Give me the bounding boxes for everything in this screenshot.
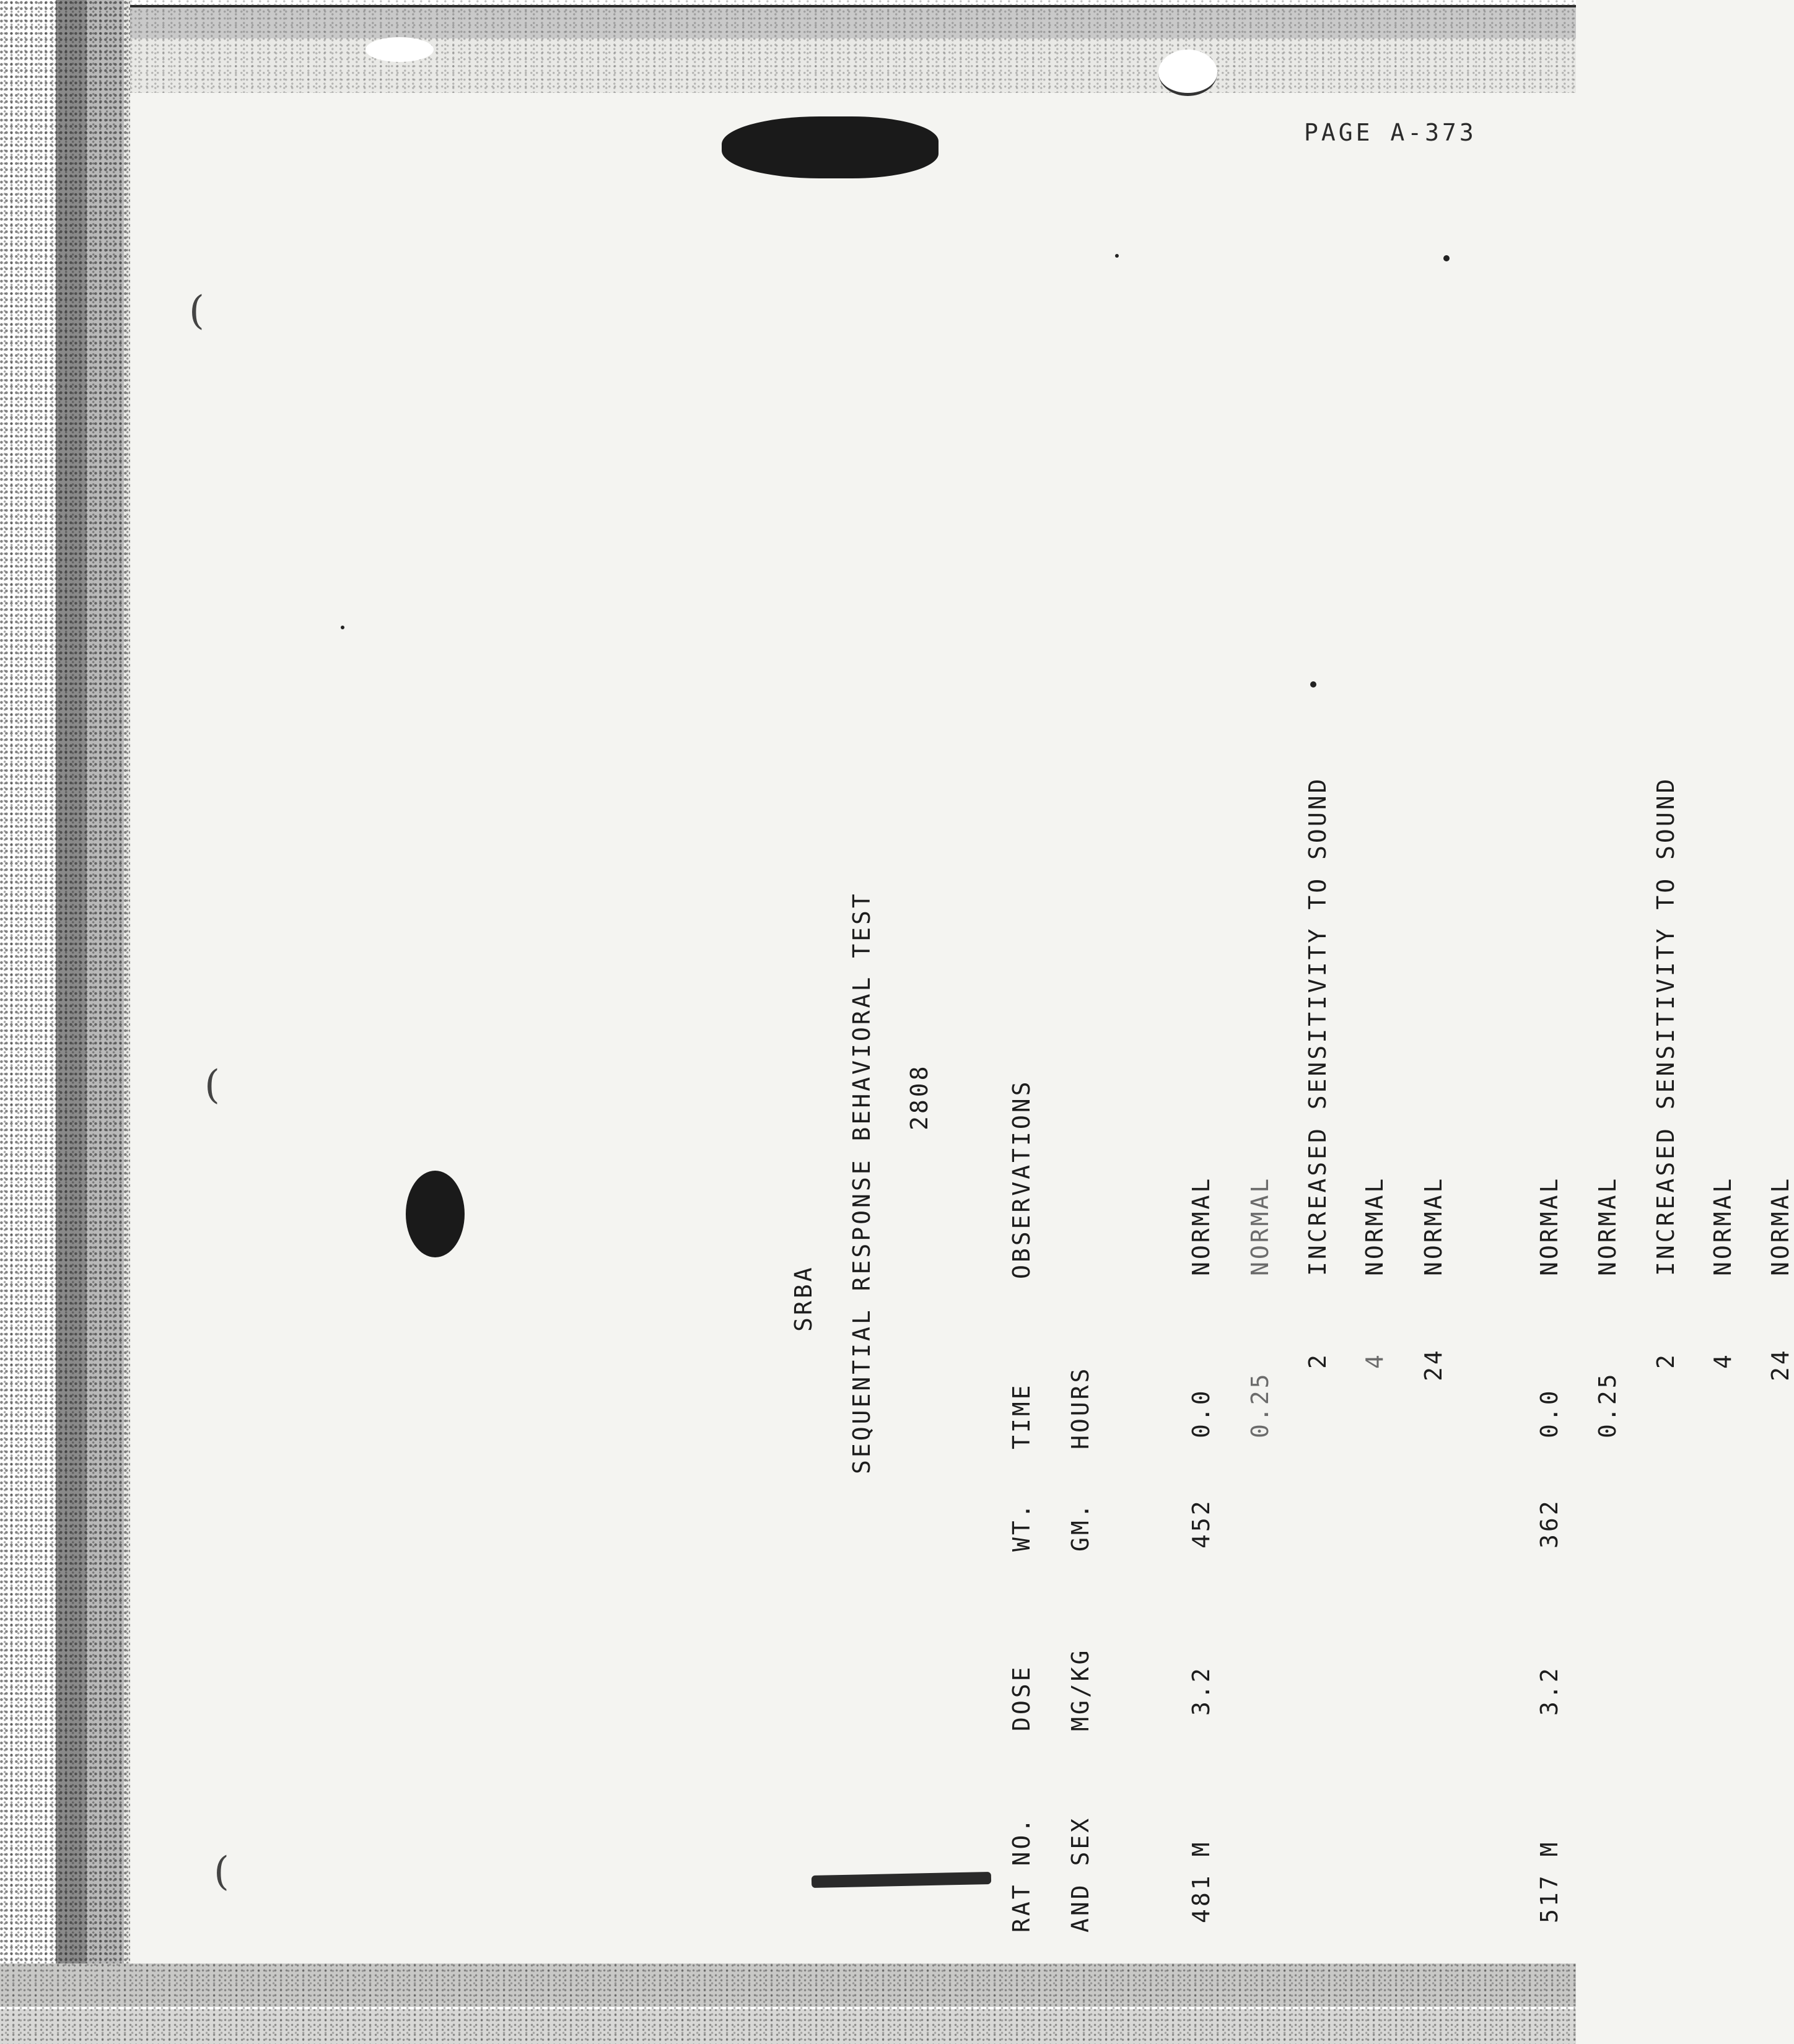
col-time-line1: TIME — [1008, 1382, 1035, 1449]
col-wt-line2: GM. — [1067, 1501, 1094, 1552]
scan-border-left — [0, 0, 130, 2044]
weight-value: 452 — [1188, 1498, 1215, 1548]
col-wt-line1: WT. — [1008, 1501, 1035, 1552]
time-value: 4 — [1361, 1352, 1388, 1369]
redaction-mark — [406, 1171, 465, 1257]
time-value: 4 — [1709, 1352, 1736, 1369]
observation-text: NORMAL — [1420, 1176, 1447, 1276]
time-value: 0.0 — [1188, 1388, 1215, 1438]
col-rat-line1: RAT NO. — [1008, 1815, 1035, 1933]
time-value: 2 — [1304, 1352, 1331, 1369]
observation-text: NORMAL — [1188, 1176, 1215, 1276]
col-dose-line2: MG/KG — [1067, 1648, 1094, 1731]
binder-mark: ( — [214, 1849, 229, 1895]
punch-hole — [1158, 50, 1217, 96]
col-dose-line1: DOSE — [1008, 1664, 1035, 1731]
report-code: SRBA — [790, 1265, 817, 1332]
redaction-mark — [722, 116, 939, 178]
observation-text: NORMAL — [1536, 1176, 1563, 1276]
study-number: 2808 — [906, 1063, 933, 1130]
rat-id: 517 M — [1536, 1840, 1563, 1923]
dose-value: 3.2 — [1536, 1666, 1563, 1716]
col-rat-line2: AND SEX — [1067, 1815, 1094, 1933]
scan-border-top — [62, 0, 1576, 93]
rat-id: 481 M — [1188, 1840, 1215, 1923]
time-value: 0.0 — [1536, 1388, 1563, 1438]
time-value: 24 — [1767, 1348, 1794, 1381]
col-observations: OBSERVATIONS — [1008, 1079, 1035, 1279]
dose-value: 3.2 — [1188, 1666, 1215, 1716]
report-title: SEQUENTIAL RESPONSE BEHAVIORAL TEST — [848, 891, 875, 1474]
observation-text: INCREASED SENSITIVITY TO SOUND — [1304, 776, 1331, 1276]
binder-mark: ( — [204, 1062, 220, 1108]
time-value: 0.25 — [1594, 1371, 1621, 1438]
observation-text: NORMAL — [1709, 1176, 1736, 1276]
observation-text: NORMAL — [1361, 1176, 1388, 1276]
time-value: 24 — [1420, 1348, 1447, 1381]
weight-value: 362 — [1536, 1498, 1563, 1548]
time-value: 2 — [1652, 1352, 1679, 1369]
binder-mark: ( — [189, 288, 204, 334]
observation-text: NORMAL — [1767, 1176, 1794, 1276]
report-body — [496, 186, 1794, 1982]
page-label: PAGE A-373 — [1304, 119, 1477, 146]
punch-hole — [365, 37, 434, 62]
time-value: 0.25 — [1246, 1371, 1274, 1438]
observation-text: NORMAL — [1594, 1176, 1621, 1276]
col-time-line2: HOURS — [1067, 1366, 1094, 1449]
observation-text: NORMAL — [1246, 1176, 1274, 1276]
observation-text: INCREASED SENSITIVITY TO SOUND — [1652, 776, 1679, 1276]
speck — [341, 626, 344, 629]
